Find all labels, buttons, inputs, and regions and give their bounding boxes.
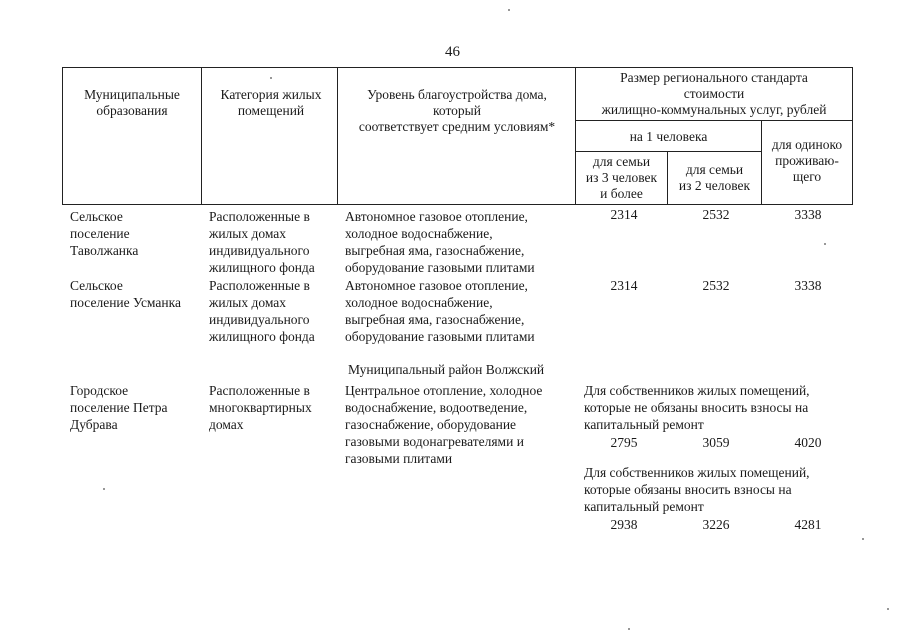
text-line: водоснабжение, водоотведение, bbox=[345, 400, 528, 415]
district-title: Муниципальный район Волжский bbox=[348, 362, 545, 377]
text-line: Автономное газовое отопление, bbox=[345, 209, 528, 224]
text-line: капитальный ремонт bbox=[584, 417, 704, 432]
page-number: 46 bbox=[445, 44, 460, 60]
header-border-top bbox=[62, 67, 853, 68]
row-category bbox=[209, 208, 344, 276]
text-line: Для собственников жилых помещений, bbox=[584, 383, 810, 398]
text-line: Сельское bbox=[70, 209, 123, 224]
text-line: Расположенные в bbox=[209, 209, 310, 224]
header-border-right bbox=[852, 67, 853, 205]
note-capital-repair bbox=[584, 464, 854, 515]
header-family2-line: из 2 человек bbox=[678, 178, 751, 193]
value-family3: 2795 bbox=[610, 435, 638, 450]
scan-speck bbox=[103, 488, 105, 490]
text-line: Расположенные в bbox=[209, 278, 310, 293]
header-level-line: соответствует средним условиям* bbox=[358, 119, 556, 134]
row-municipality bbox=[70, 382, 205, 433]
text-line: жилищного фонда bbox=[209, 260, 315, 275]
scan-speck bbox=[862, 538, 864, 540]
text-line: холодное водоснабжение, bbox=[345, 295, 493, 310]
text-line: оборудование газовыми плитами bbox=[345, 260, 535, 275]
text-line: жилищного фонда bbox=[209, 329, 315, 344]
value-family2: 2532 bbox=[702, 207, 730, 222]
header-divider bbox=[201, 67, 202, 205]
value-family3: 2314 bbox=[610, 278, 638, 293]
text-line: которые не обязаны вносить взносы на bbox=[584, 400, 809, 415]
text-line: выгребная яма, газоснабжение, bbox=[345, 243, 525, 258]
header-family3 bbox=[576, 154, 667, 202]
text-line: Таволжанка bbox=[70, 243, 139, 258]
table-header bbox=[62, 67, 853, 205]
value-single: 3338 bbox=[794, 278, 822, 293]
row-level bbox=[345, 277, 575, 345]
text-line: поселение Усманка bbox=[70, 295, 181, 310]
text-line: которые обязаны вносить взносы на bbox=[584, 482, 792, 497]
header-family2-line: для семьи bbox=[685, 162, 744, 177]
text-line: жилых домах bbox=[209, 226, 287, 241]
text-line: поселение Петра bbox=[70, 400, 168, 415]
text-line: выгребная яма, газоснабжение, bbox=[345, 312, 525, 327]
row-level bbox=[345, 382, 577, 467]
value-family2: 3059 bbox=[702, 435, 730, 450]
text-line: Для собственников жилых помещений, bbox=[584, 465, 810, 480]
text-line: Центральное отопление, холодное bbox=[345, 383, 543, 398]
text-line: жилых домах bbox=[209, 295, 287, 310]
value-single: 4281 bbox=[794, 517, 822, 532]
scan-speck bbox=[887, 608, 889, 610]
text-line: Автономное газовое отопление, bbox=[345, 278, 528, 293]
text-line: индивидуального bbox=[209, 312, 310, 327]
note-no-capital-repair bbox=[584, 382, 854, 433]
header-family2 bbox=[668, 162, 761, 194]
text-line: Расположенные в bbox=[209, 383, 310, 398]
header-standard bbox=[576, 70, 852, 118]
header-border-bottom bbox=[62, 204, 853, 205]
header-single-line: для одиноко bbox=[771, 137, 843, 152]
value-family3: 2314 bbox=[610, 207, 638, 222]
value-family2: 2532 bbox=[702, 278, 730, 293]
header-divider bbox=[337, 67, 338, 205]
text-line: поселение bbox=[70, 226, 130, 241]
header-municipality: Муниципальные образования bbox=[84, 87, 180, 118]
header-standard-line: жилищно-коммунальных услуг, рублей bbox=[601, 102, 827, 117]
text-line: газоснабжение, оборудование bbox=[345, 417, 517, 432]
header-family3-line: и более bbox=[600, 186, 643, 201]
scan-speck bbox=[270, 77, 272, 79]
text-line: капитальный ремонт bbox=[584, 499, 704, 514]
header-standard-line: Размер регионального стандарта стоимости bbox=[620, 70, 808, 101]
text-line: индивидуального bbox=[209, 243, 310, 258]
value-single: 3338 bbox=[794, 207, 822, 222]
header-family3-line: из 3 человек bbox=[585, 170, 658, 185]
row-municipality bbox=[70, 208, 205, 259]
header-family3-line: для семьи bbox=[592, 154, 651, 169]
header-single bbox=[762, 137, 852, 185]
text-line: Сельское bbox=[70, 278, 123, 293]
text-line: домах bbox=[209, 417, 244, 432]
header-level-line: Уровень благоустройства дома, который bbox=[367, 87, 547, 118]
row-category bbox=[209, 277, 344, 345]
text-line: Городское bbox=[70, 383, 129, 398]
value-family2: 3226 bbox=[702, 517, 730, 532]
header-single-line: проживаю- bbox=[775, 153, 839, 168]
header-divider bbox=[575, 151, 761, 152]
text-line: холодное водоснабжение, bbox=[345, 226, 493, 241]
row-municipality bbox=[70, 277, 205, 311]
row-level bbox=[345, 208, 575, 276]
scan-speck bbox=[628, 628, 630, 630]
row-category bbox=[209, 382, 344, 433]
text-line: оборудование газовыми плитами bbox=[345, 329, 535, 344]
text-line: газовыми водонагревателями и bbox=[345, 434, 524, 449]
header-divider bbox=[575, 120, 853, 121]
header-level bbox=[352, 87, 562, 135]
text-line: многоквартирных bbox=[209, 400, 312, 415]
header-per-person: на 1 человека bbox=[629, 129, 708, 144]
header-single-line: щего bbox=[792, 169, 822, 184]
value-single: 4020 bbox=[794, 435, 822, 450]
value-family3: 2938 bbox=[610, 517, 638, 532]
scan-speck bbox=[508, 9, 510, 11]
text-line: Дубрава bbox=[70, 417, 118, 432]
text-line: газовыми плитами bbox=[345, 451, 453, 466]
scan-speck bbox=[824, 243, 826, 245]
header-category: Категория жилых помещений bbox=[220, 87, 322, 118]
